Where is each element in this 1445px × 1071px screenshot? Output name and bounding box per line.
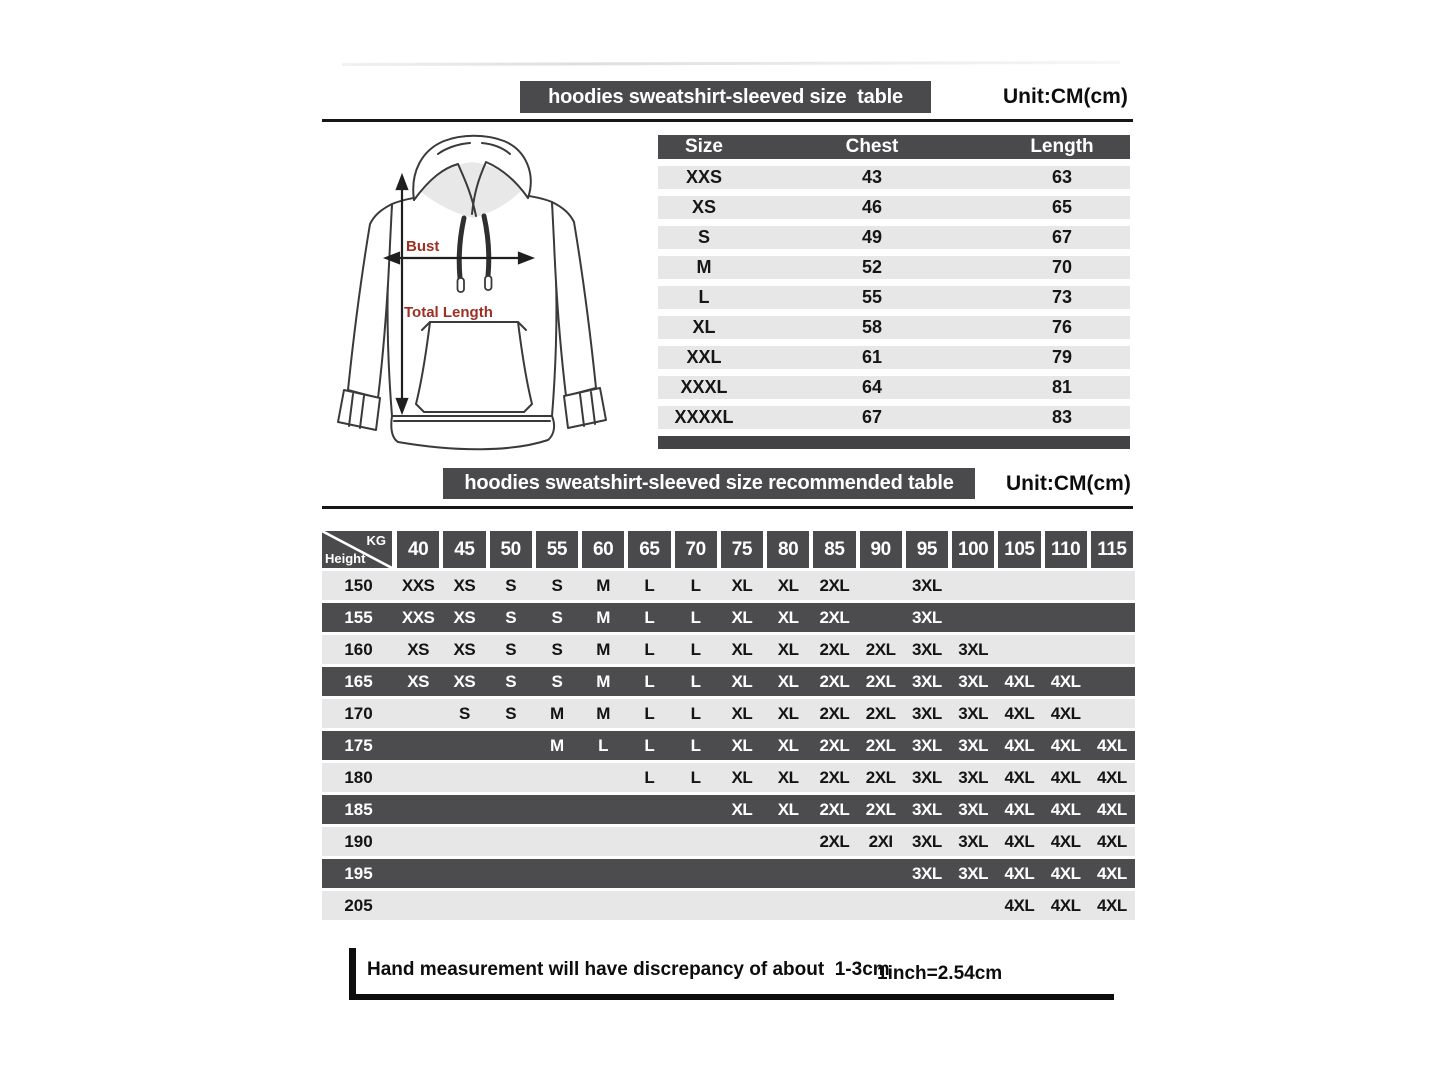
height-label: 190 <box>344 832 373 851</box>
matrix-size-cell: 2XL <box>819 800 850 819</box>
size-table-cell-length: 76 <box>1051 317 1073 337</box>
total-length-label: Total Length <box>404 304 493 321</box>
matrix-size-cell: L <box>690 768 701 787</box>
matrix-size-cell: 2XL <box>865 800 896 819</box>
size-table-cell-chest: 58 <box>861 317 883 337</box>
height-label: 170 <box>344 704 373 723</box>
matrix-size-cell: XL <box>731 672 753 691</box>
matrix-size-cell: S <box>551 672 563 691</box>
matrix-size-cell: 3XL <box>912 576 942 595</box>
size-table-row <box>658 346 1130 369</box>
matrix-size-cell: 3XL <box>958 704 988 723</box>
size-table-unit: Unit:CM(cm) <box>1003 85 1128 108</box>
matrix-size-cell: L <box>690 704 701 723</box>
matrix-row <box>322 891 1135 920</box>
size-table-row <box>658 196 1130 219</box>
height-label: 195 <box>344 864 373 883</box>
height-label: 165 <box>344 672 373 691</box>
size-table-cell-chest: 67 <box>861 407 883 427</box>
matrix-size-cell: 3XL <box>912 672 942 691</box>
corner-kg-label: KG <box>366 533 386 548</box>
matrix-size-cell: L <box>690 608 701 627</box>
matrix-size-cell: 3XL <box>912 800 942 819</box>
matrix-size-cell: XL <box>777 608 799 627</box>
matrix-size-cell: 2XL <box>865 672 896 691</box>
size-table-cell-chest: 52 <box>861 257 883 277</box>
matrix-row <box>322 699 1135 728</box>
size-table-cell-size: XXS <box>685 167 723 187</box>
matrix-size-cell: XL <box>731 704 753 723</box>
size-table <box>658 135 1130 449</box>
matrix-size-cell: 2XL <box>819 608 850 627</box>
matrix-row <box>322 667 1135 696</box>
size-table-title: hoodies sweatshirt-sleeved size table <box>548 86 903 108</box>
matrix-size-cell <box>1089 571 1135 600</box>
matrix-size-cell <box>626 795 672 824</box>
matrix-size-cell <box>950 891 996 920</box>
matrix-size-cell <box>441 731 487 760</box>
matrix-size-cell <box>673 795 719 824</box>
matrix-size-cell: 3XL <box>958 768 988 787</box>
matrix-size-cell <box>996 635 1042 664</box>
weight-header-cell: 45 <box>443 531 485 568</box>
footer-left-bar <box>349 948 356 1000</box>
matrix-row <box>322 763 1135 792</box>
length-column-header: Length <box>1030 136 1094 157</box>
matrix-size-cell: XXS <box>401 608 435 627</box>
matrix-row <box>322 571 1135 600</box>
matrix-size-cell: L <box>690 640 701 659</box>
height-label: 205 <box>344 896 373 915</box>
hoodie-left-cuff <box>338 390 380 430</box>
matrix-size-cell <box>1089 667 1135 696</box>
matrix-size-cell: L <box>690 672 701 691</box>
matrix-size-cell: 3XL <box>958 832 988 851</box>
weight-header-cell: 105 <box>998 531 1040 568</box>
matrix-size-cell <box>488 859 534 888</box>
matrix-size-cell: 3XL <box>958 640 988 659</box>
matrix-size-cell: 4XL <box>1097 864 1127 883</box>
recommended-table-title: hoodies sweatshirt-sleeved size recommended table <box>464 472 954 494</box>
matrix-size-cell: M <box>596 704 610 723</box>
matrix-size-cell: 2XL <box>819 640 850 659</box>
matrix-size-cell: XL <box>731 640 753 659</box>
matrix-size-cell <box>904 891 950 920</box>
matrix-size-cell <box>996 571 1042 600</box>
footer-underline-bar <box>349 994 1114 1000</box>
matrix-size-cell: 2XL <box>865 640 896 659</box>
matrix-size-cell: M <box>550 704 564 723</box>
matrix-size-cell: 4XL <box>1004 800 1035 819</box>
size-table-row <box>658 226 1130 249</box>
middle-divider-line <box>322 506 1133 509</box>
matrix-corner-cell <box>322 531 392 568</box>
matrix-size-cell <box>395 891 441 920</box>
matrix-size-cell: 2XL <box>819 768 850 787</box>
weight-header-cell: 50 <box>490 531 532 568</box>
matrix-size-cell <box>719 859 765 888</box>
size-table-cell-length: 70 <box>1051 257 1073 277</box>
matrix-size-cell <box>395 827 441 856</box>
height-label: 150 <box>344 576 373 595</box>
matrix-size-cell <box>811 859 857 888</box>
weight-header-cell: 90 <box>860 531 902 568</box>
matrix-size-cell: 4XL <box>1050 704 1081 723</box>
matrix-size-cell: 4XL <box>1050 864 1081 883</box>
size-table-cell-length: 73 <box>1051 287 1073 307</box>
matrix-row <box>322 635 1135 664</box>
matrix-size-cell: L <box>598 736 609 755</box>
matrix-size-cell: 3XL <box>958 672 988 691</box>
height-label: 155 <box>344 608 373 627</box>
hoodie-right-cuff <box>564 388 606 428</box>
size-table-cell-size: XXXL <box>680 377 728 397</box>
weight-header-cell: 70 <box>675 531 717 568</box>
matrix-size-cell: 4XL <box>1004 896 1035 915</box>
matrix-size-cell <box>441 891 487 920</box>
weight-header-cell: 80 <box>767 531 809 568</box>
hoodie-measurement-diagram <box>326 132 623 460</box>
matrix-size-cell: 3XL <box>912 864 942 883</box>
matrix-row <box>322 603 1135 632</box>
matrix-size-cell <box>580 827 626 856</box>
matrix-size-cell: 4XL <box>1004 768 1035 787</box>
size-table-row <box>658 166 1130 189</box>
matrix-size-cell <box>996 603 1042 632</box>
matrix-size-cell: 2XL <box>865 736 896 755</box>
size-table-cell-chest: 64 <box>861 377 883 397</box>
height-label: 180 <box>344 768 373 787</box>
matrix-size-cell <box>719 827 765 856</box>
matrix-size-cell: 3XL <box>958 864 988 883</box>
weight-header-cell: 95 <box>906 531 948 568</box>
hoodie-pocket <box>416 322 532 412</box>
matrix-size-cell: L <box>644 768 655 787</box>
matrix-size-cell: 4XL <box>1004 736 1035 755</box>
matrix-size-cell <box>395 699 441 728</box>
matrix-size-cell: XL <box>731 736 753 755</box>
bust-label: Bust <box>406 238 440 255</box>
matrix-size-cell <box>1089 603 1135 632</box>
matrix-size-cell: 2XL <box>819 832 850 851</box>
scan-artifact <box>342 61 1120 66</box>
matrix-row <box>322 827 1135 856</box>
inch-conversion-note: 1inch=2.54cm <box>877 963 1003 984</box>
matrix-size-cell: 4XL <box>1097 736 1127 755</box>
size-table-cell-size: L <box>698 287 710 307</box>
weight-header-cell: 85 <box>813 531 855 568</box>
matrix-size-cell <box>1043 603 1089 632</box>
matrix-size-cell: L <box>690 576 701 595</box>
matrix-size-cell <box>580 859 626 888</box>
matrix-size-cell: XL <box>777 640 799 659</box>
matrix-size-cell <box>441 763 487 792</box>
matrix-size-cell: XL <box>777 576 799 595</box>
matrix-size-cell: 4XL <box>1004 832 1035 851</box>
matrix-size-cell: 4XL <box>1050 672 1081 691</box>
matrix-size-cell <box>1043 635 1089 664</box>
matrix-size-cell: XL <box>731 800 753 819</box>
matrix-size-cell: 3XL <box>912 768 942 787</box>
weight-header-cell: 110 <box>1045 531 1087 568</box>
matrix-size-cell: 3XL <box>912 608 942 627</box>
matrix-size-cell <box>488 795 534 824</box>
matrix-size-cell <box>395 795 441 824</box>
matrix-size-cell: XXS <box>401 576 435 595</box>
matrix-size-cell <box>673 891 719 920</box>
matrix-size-cell: S <box>551 576 563 595</box>
matrix-size-cell <box>950 603 996 632</box>
matrix-size-cell <box>858 891 904 920</box>
size-table-cell-length: 81 <box>1051 377 1073 397</box>
size-table-header <box>658 135 1130 159</box>
matrix-size-cell <box>534 859 580 888</box>
hoodie-left-sleeve <box>348 204 392 398</box>
matrix-size-cell <box>534 763 580 792</box>
matrix-size-cell: S <box>505 704 517 723</box>
matrix-size-cell: 4XL <box>1097 832 1127 851</box>
matrix-size-cell <box>765 827 811 856</box>
matrix-size-cell: XS <box>407 640 429 659</box>
matrix-header-row <box>322 531 1135 568</box>
matrix-size-cell: 4XL <box>1050 800 1081 819</box>
matrix-size-cell <box>1089 699 1135 728</box>
matrix-size-cell: XL <box>731 768 753 787</box>
matrix-row <box>322 731 1135 760</box>
matrix-body <box>322 571 1135 920</box>
weight-header-cell: 40 <box>397 531 439 568</box>
matrix-size-cell <box>488 763 534 792</box>
matrix-size-cell <box>534 795 580 824</box>
matrix-size-cell: 4XL <box>1004 704 1035 723</box>
recommended-table-unit: Unit:CM(cm) <box>1006 472 1131 495</box>
size-table-cell-chest: 46 <box>861 197 883 217</box>
weight-header-cell: 115 <box>1091 531 1133 568</box>
matrix-size-cell <box>441 827 487 856</box>
matrix-size-cell: XL <box>731 608 753 627</box>
matrix-size-cell <box>395 731 441 760</box>
size-table-cell-length: 83 <box>1051 407 1073 427</box>
matrix-size-cell: 4XL <box>1050 832 1081 851</box>
matrix-size-cell <box>858 859 904 888</box>
matrix-size-cell: 4XL <box>1004 864 1035 883</box>
matrix-size-cell: S <box>458 704 470 723</box>
height-label: 160 <box>344 640 373 659</box>
matrix-size-cell <box>580 763 626 792</box>
matrix-size-cell <box>441 795 487 824</box>
size-table-rows <box>658 166 1130 429</box>
size-table-row <box>658 376 1130 399</box>
size-table-cell-length: 65 <box>1051 197 1073 217</box>
matrix-size-cell: 2XL <box>865 768 896 787</box>
drawstring-aglet <box>458 278 465 292</box>
size-table-row <box>658 286 1130 309</box>
matrix-size-cell: S <box>551 640 563 659</box>
matrix-size-cell <box>1043 571 1089 600</box>
matrix-size-cell <box>719 891 765 920</box>
weight-header-cell: 60 <box>582 531 624 568</box>
height-label: 175 <box>344 736 373 755</box>
size-column-header: Size <box>684 136 724 157</box>
matrix-size-cell: S <box>551 608 563 627</box>
matrix-size-cell <box>488 731 534 760</box>
matrix-size-cell <box>765 891 811 920</box>
drawstring-aglet <box>485 276 492 290</box>
matrix-size-cell: 4XL <box>1050 896 1081 915</box>
matrix-size-cell: 4XL <box>1097 768 1127 787</box>
matrix-size-cell: L <box>644 576 655 595</box>
size-table-cell-chest: 61 <box>861 347 883 367</box>
size-table-cell-length: 67 <box>1051 227 1073 247</box>
matrix-size-cell: XS <box>453 640 476 659</box>
size-table-title-bar <box>520 81 931 113</box>
matrix-size-cell: XL <box>777 672 799 691</box>
matrix-size-cell: XL <box>777 768 799 787</box>
weight-header-cell: 55 <box>536 531 578 568</box>
matrix-size-cell: 2XL <box>819 672 850 691</box>
matrix-size-cell: XL <box>731 576 753 595</box>
matrix-size-cell <box>673 827 719 856</box>
size-table-cell-size: XXXXL <box>674 407 734 427</box>
matrix-size-cell <box>534 827 580 856</box>
matrix-size-cell <box>626 859 672 888</box>
size-table-cell-size: S <box>697 227 710 247</box>
matrix-size-cell: M <box>550 736 564 755</box>
matrix-size-cell: S <box>505 672 517 691</box>
size-table-cell-size: XS <box>691 197 716 217</box>
matrix-row <box>322 795 1135 824</box>
matrix-size-cell: 2XL <box>819 736 850 755</box>
matrix-size-cell <box>811 891 857 920</box>
matrix-size-cell: 2XL <box>865 704 896 723</box>
matrix-size-cell <box>673 859 719 888</box>
recommended-table-title-bar <box>443 468 975 499</box>
matrix-size-cell <box>534 891 580 920</box>
matrix-size-cell: L <box>644 640 655 659</box>
matrix-size-cell: 4XL <box>1050 736 1081 755</box>
matrix-size-cell <box>858 603 904 632</box>
matrix-size-cell: 4XL <box>1097 896 1127 915</box>
hoodie-right-sleeve <box>552 202 596 396</box>
recommended-size-matrix <box>322 531 1135 920</box>
matrix-size-cell: L <box>644 608 655 627</box>
matrix-size-cell <box>488 827 534 856</box>
top-divider-line <box>322 119 1133 122</box>
size-table-cell-chest: 55 <box>861 287 883 307</box>
matrix-size-cell: M <box>596 640 610 659</box>
matrix-size-cell: 3XL <box>912 704 942 723</box>
matrix-size-cell: 2XL <box>819 704 850 723</box>
matrix-size-cell: XS <box>453 576 476 595</box>
matrix-size-cell <box>580 891 626 920</box>
matrix-size-cell <box>626 891 672 920</box>
matrix-size-cell: 3XL <box>912 640 942 659</box>
matrix-size-cell: XS <box>453 608 476 627</box>
matrix-size-cell <box>950 571 996 600</box>
matrix-size-cell <box>441 859 487 888</box>
size-table-cell-size: XL <box>692 317 716 337</box>
matrix-size-cell: 3XL <box>912 736 942 755</box>
matrix-size-cell <box>488 891 534 920</box>
matrix-size-cell <box>626 827 672 856</box>
matrix-size-cell: XL <box>777 736 799 755</box>
matrix-size-cell: 3XL <box>958 736 988 755</box>
corner-height-label: Height <box>325 551 366 566</box>
size-table-cell-chest: 49 <box>861 227 883 247</box>
size-table-cell-length: 79 <box>1051 347 1073 367</box>
matrix-size-cell: M <box>596 672 610 691</box>
size-table-cell-size: XXL <box>686 347 722 367</box>
matrix-size-cell <box>580 795 626 824</box>
matrix-size-cell <box>765 859 811 888</box>
matrix-size-cell: L <box>644 736 655 755</box>
matrix-size-cell: S <box>505 608 517 627</box>
weight-header-cell: 75 <box>721 531 763 568</box>
size-table-cell-length: 63 <box>1051 167 1073 187</box>
size-table-row <box>658 256 1130 279</box>
matrix-size-cell: 4XL <box>1050 768 1081 787</box>
matrix-size-cell: L <box>644 704 655 723</box>
size-table-row <box>658 316 1130 339</box>
matrix-size-cell: 2XL <box>819 576 850 595</box>
matrix-size-cell: L <box>644 672 655 691</box>
matrix-size-cell <box>1089 635 1135 664</box>
size-table-row <box>658 406 1130 429</box>
matrix-size-cell: 3XL <box>958 800 988 819</box>
height-label: 185 <box>344 800 373 819</box>
matrix-size-cell: XL <box>777 800 799 819</box>
matrix-size-cell: 3XL <box>912 832 942 851</box>
matrix-size-cell: XS <box>407 672 429 691</box>
matrix-size-cell: L <box>690 736 701 755</box>
size-table-cell-chest: 43 <box>861 167 883 187</box>
matrix-size-cell <box>395 763 441 792</box>
matrix-size-cell <box>395 859 441 888</box>
chest-column-header: Chest <box>845 136 899 157</box>
size-table-bottom-bar <box>658 436 1130 449</box>
matrix-size-cell: XS <box>453 672 476 691</box>
matrix-size-cell: M <box>596 608 610 627</box>
matrix-size-cell: XL <box>777 704 799 723</box>
matrix-size-cell <box>858 571 904 600</box>
matrix-size-cell: 4XL <box>1097 800 1127 819</box>
weight-header-cell: 65 <box>628 531 670 568</box>
size-table-cell-size: M <box>696 257 712 277</box>
matrix-size-cell: S <box>505 640 517 659</box>
matrix-size-cell: M <box>596 576 610 595</box>
matrix-size-cell: S <box>505 576 517 595</box>
matrix-size-cell: 2XI <box>868 832 893 851</box>
matrix-size-cell: 4XL <box>1004 672 1035 691</box>
weight-header-cell: 100 <box>952 531 994 568</box>
measurement-note: Hand measurement will have discrepancy of about 1-3cm <box>367 959 890 980</box>
matrix-row <box>322 859 1135 888</box>
